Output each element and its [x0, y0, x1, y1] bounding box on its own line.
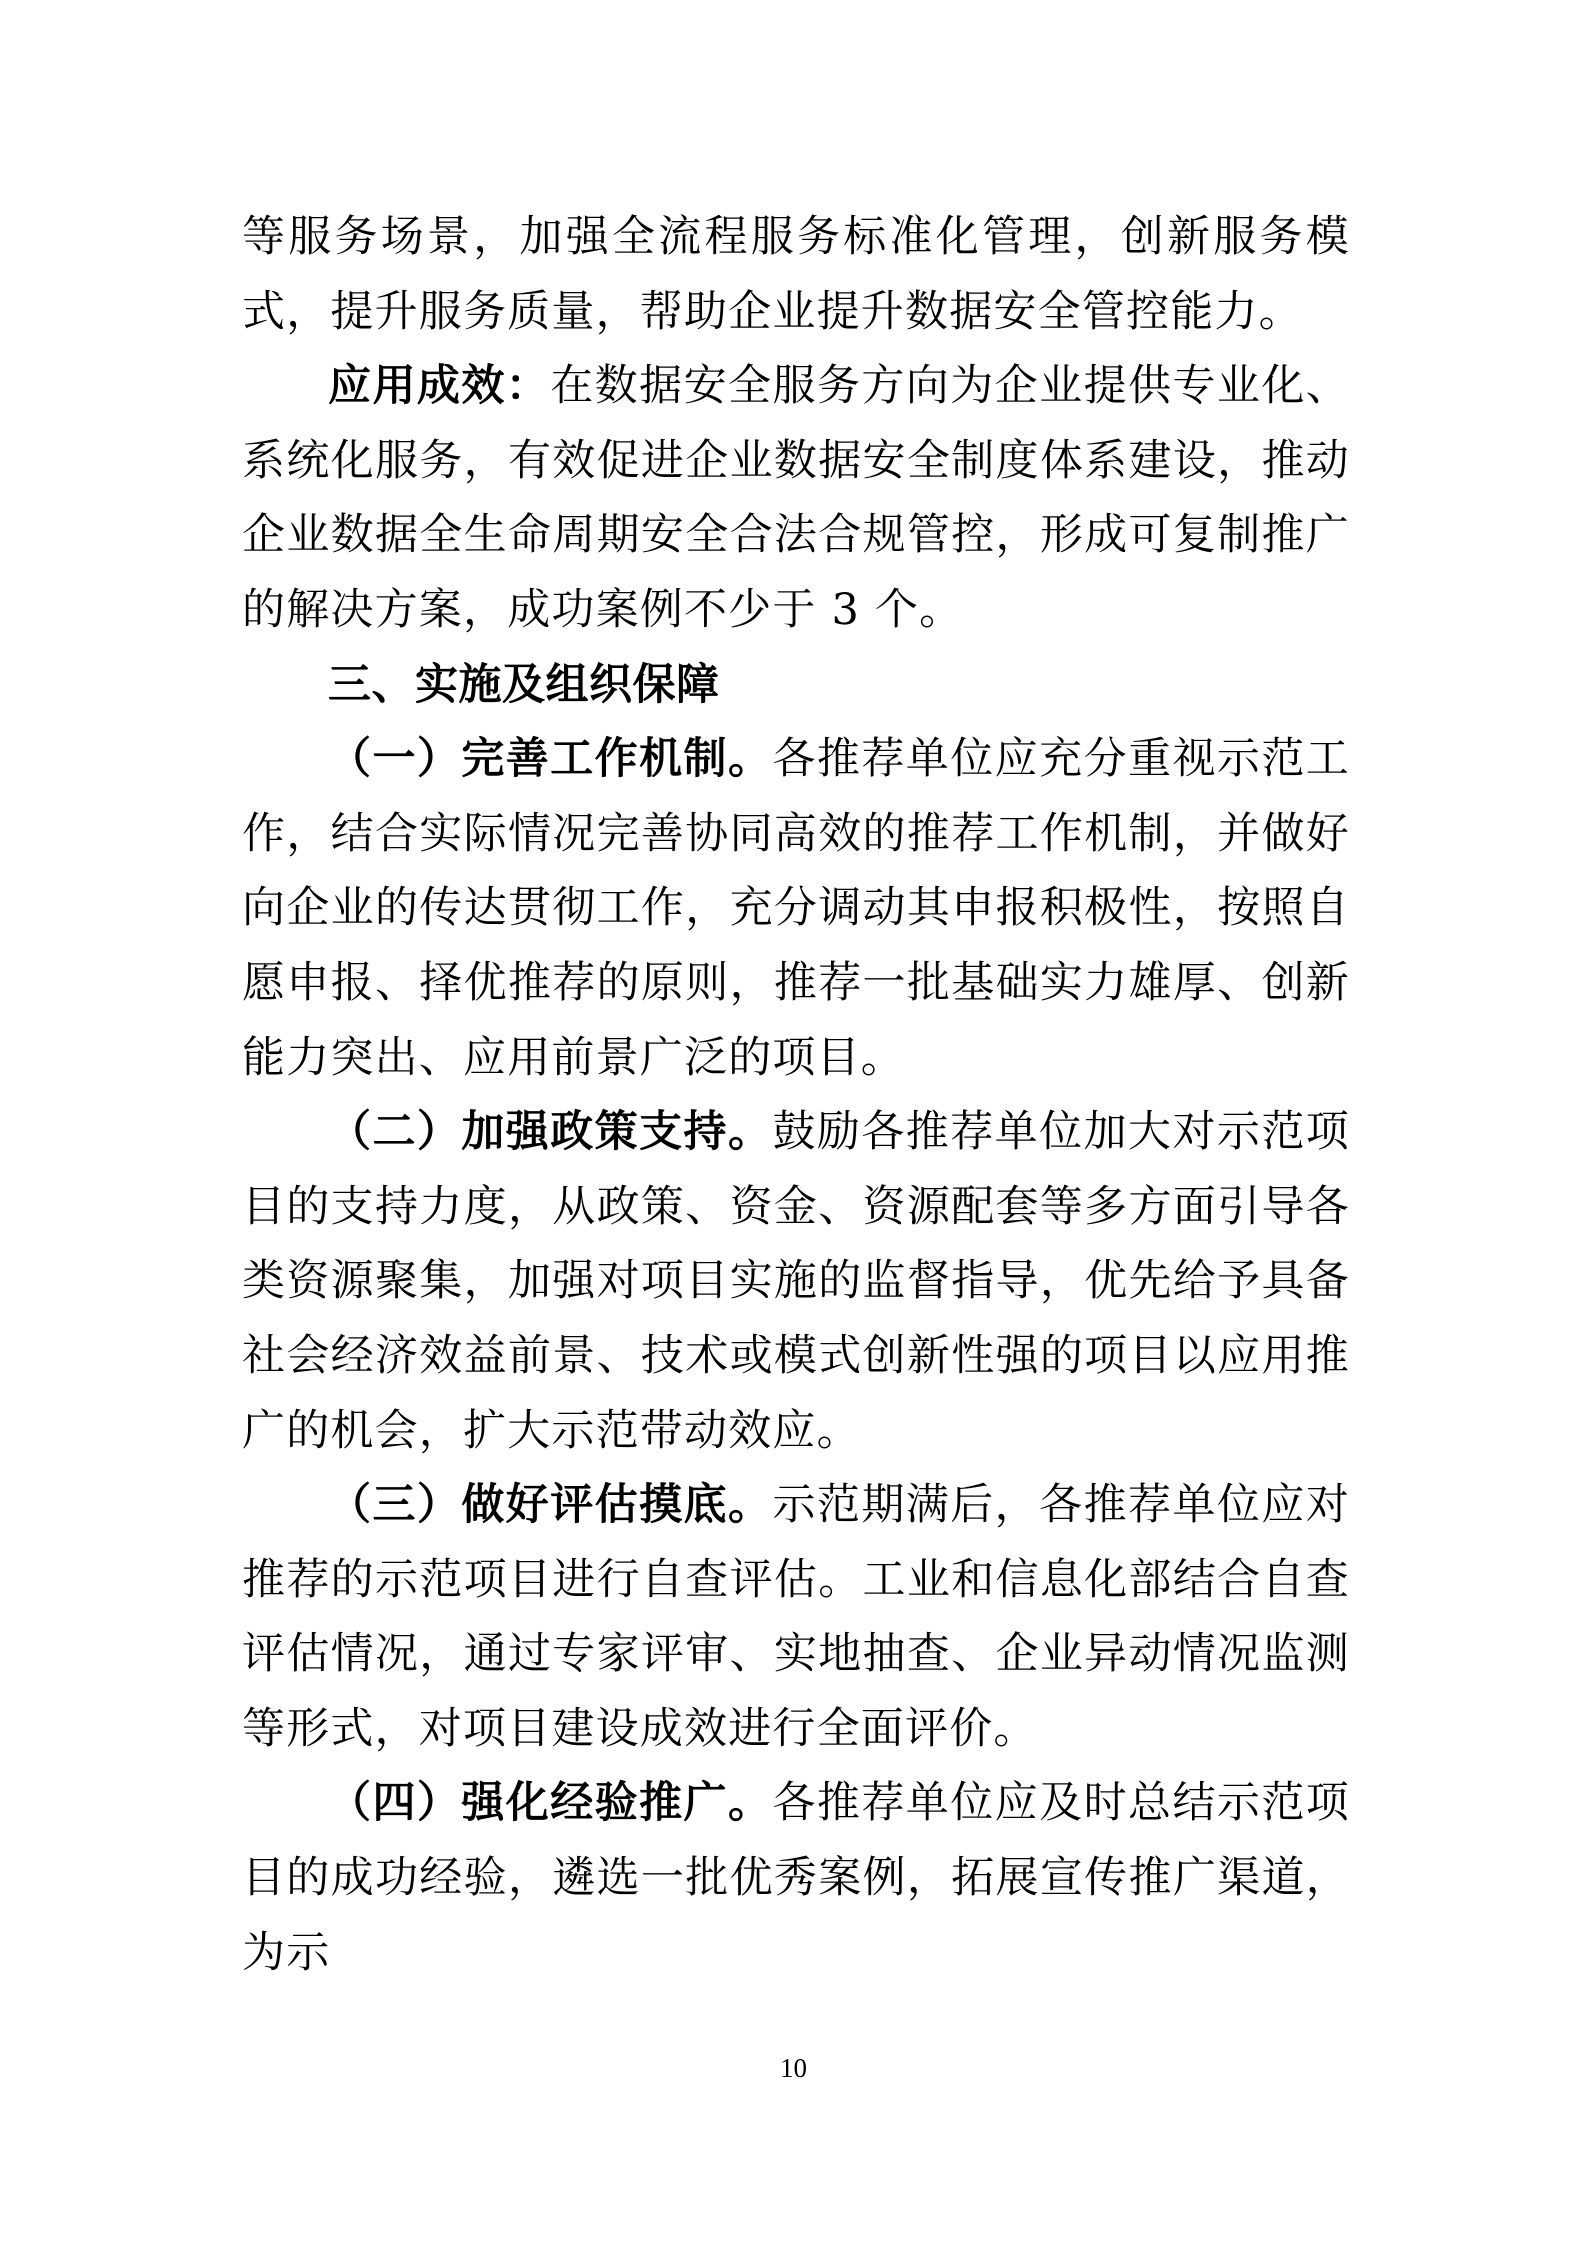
paragraph-text: 在数据安全服务方向为企业提供专业化、系统化服务，有效促进企业数据安全制度体系建设，推动企业数据全生命周期安全合法合规管控，形成可复制推广的解决方案，成功案例不少于 3 个。 — [242, 361, 1350, 635]
paragraph-item-1 — [242, 722, 1350, 1095]
item-3-text: 示范期满后，各推荐单位应对推荐的示范项目进行自查评估。工业和信息化部结合自查评估情况，通过专家评审、实地抽查、企业异动情况监测等形式，对项目建设成效进行全面评价。 — [242, 1480, 1350, 1754]
paragraph-lead-label: 应用成效： — [328, 361, 551, 412]
item-4-text: 各推荐单位应及时总结示范项目的成功经验，遴选一批优秀案例，拓展宣传推广渠道，为示 — [242, 1778, 1350, 1978]
document-body — [242, 200, 1350, 1990]
item-1-lead: （一）完善工作机制。 — [328, 734, 773, 785]
item-3-lead: （三）做好评估摸底。 — [328, 1480, 773, 1531]
page-number: 10 — [780, 2053, 807, 2083]
paragraph-item-2 — [242, 1095, 1350, 1468]
item-1-text: 各推荐单位应充分重视示范工作，结合实际情况完善协同高效的推荐工作机制，并做好向企业的传达贯彻工作，充分调动其申报积极性，按照自愿申报、择优推荐的原则，推荐一批基础实力雄厚、创新能力突出、应用前景广泛的项目。 — [242, 734, 1350, 1083]
item-4-lead: （四）强化经验推广。 — [328, 1778, 773, 1829]
paragraph-item-3 — [242, 1468, 1350, 1766]
paragraph-application-results — [242, 349, 1350, 647]
paragraph-item-4 — [242, 1766, 1350, 1990]
item-2-text: 鼓励各推荐单位加大对示范项目的支持力度，从政策、资金、资源配套等多方面引导各类资源聚集，加强对项目实施的监督指导，优先给予具备社会经济效益前景、技术或模式创新性强的项目以应用推广的机会，扩大示范带动效应。 — [242, 1107, 1350, 1456]
section-heading: 三、实施及组织保障 — [328, 659, 720, 710]
paragraph-continuation: 等服务场景，加强全流程服务标准化管理，创新服务模式，提升服务质量，帮助企业提升数据安全管控能力。 — [242, 212, 1350, 337]
item-2-lead: （二）加强政策支持。 — [328, 1107, 773, 1158]
